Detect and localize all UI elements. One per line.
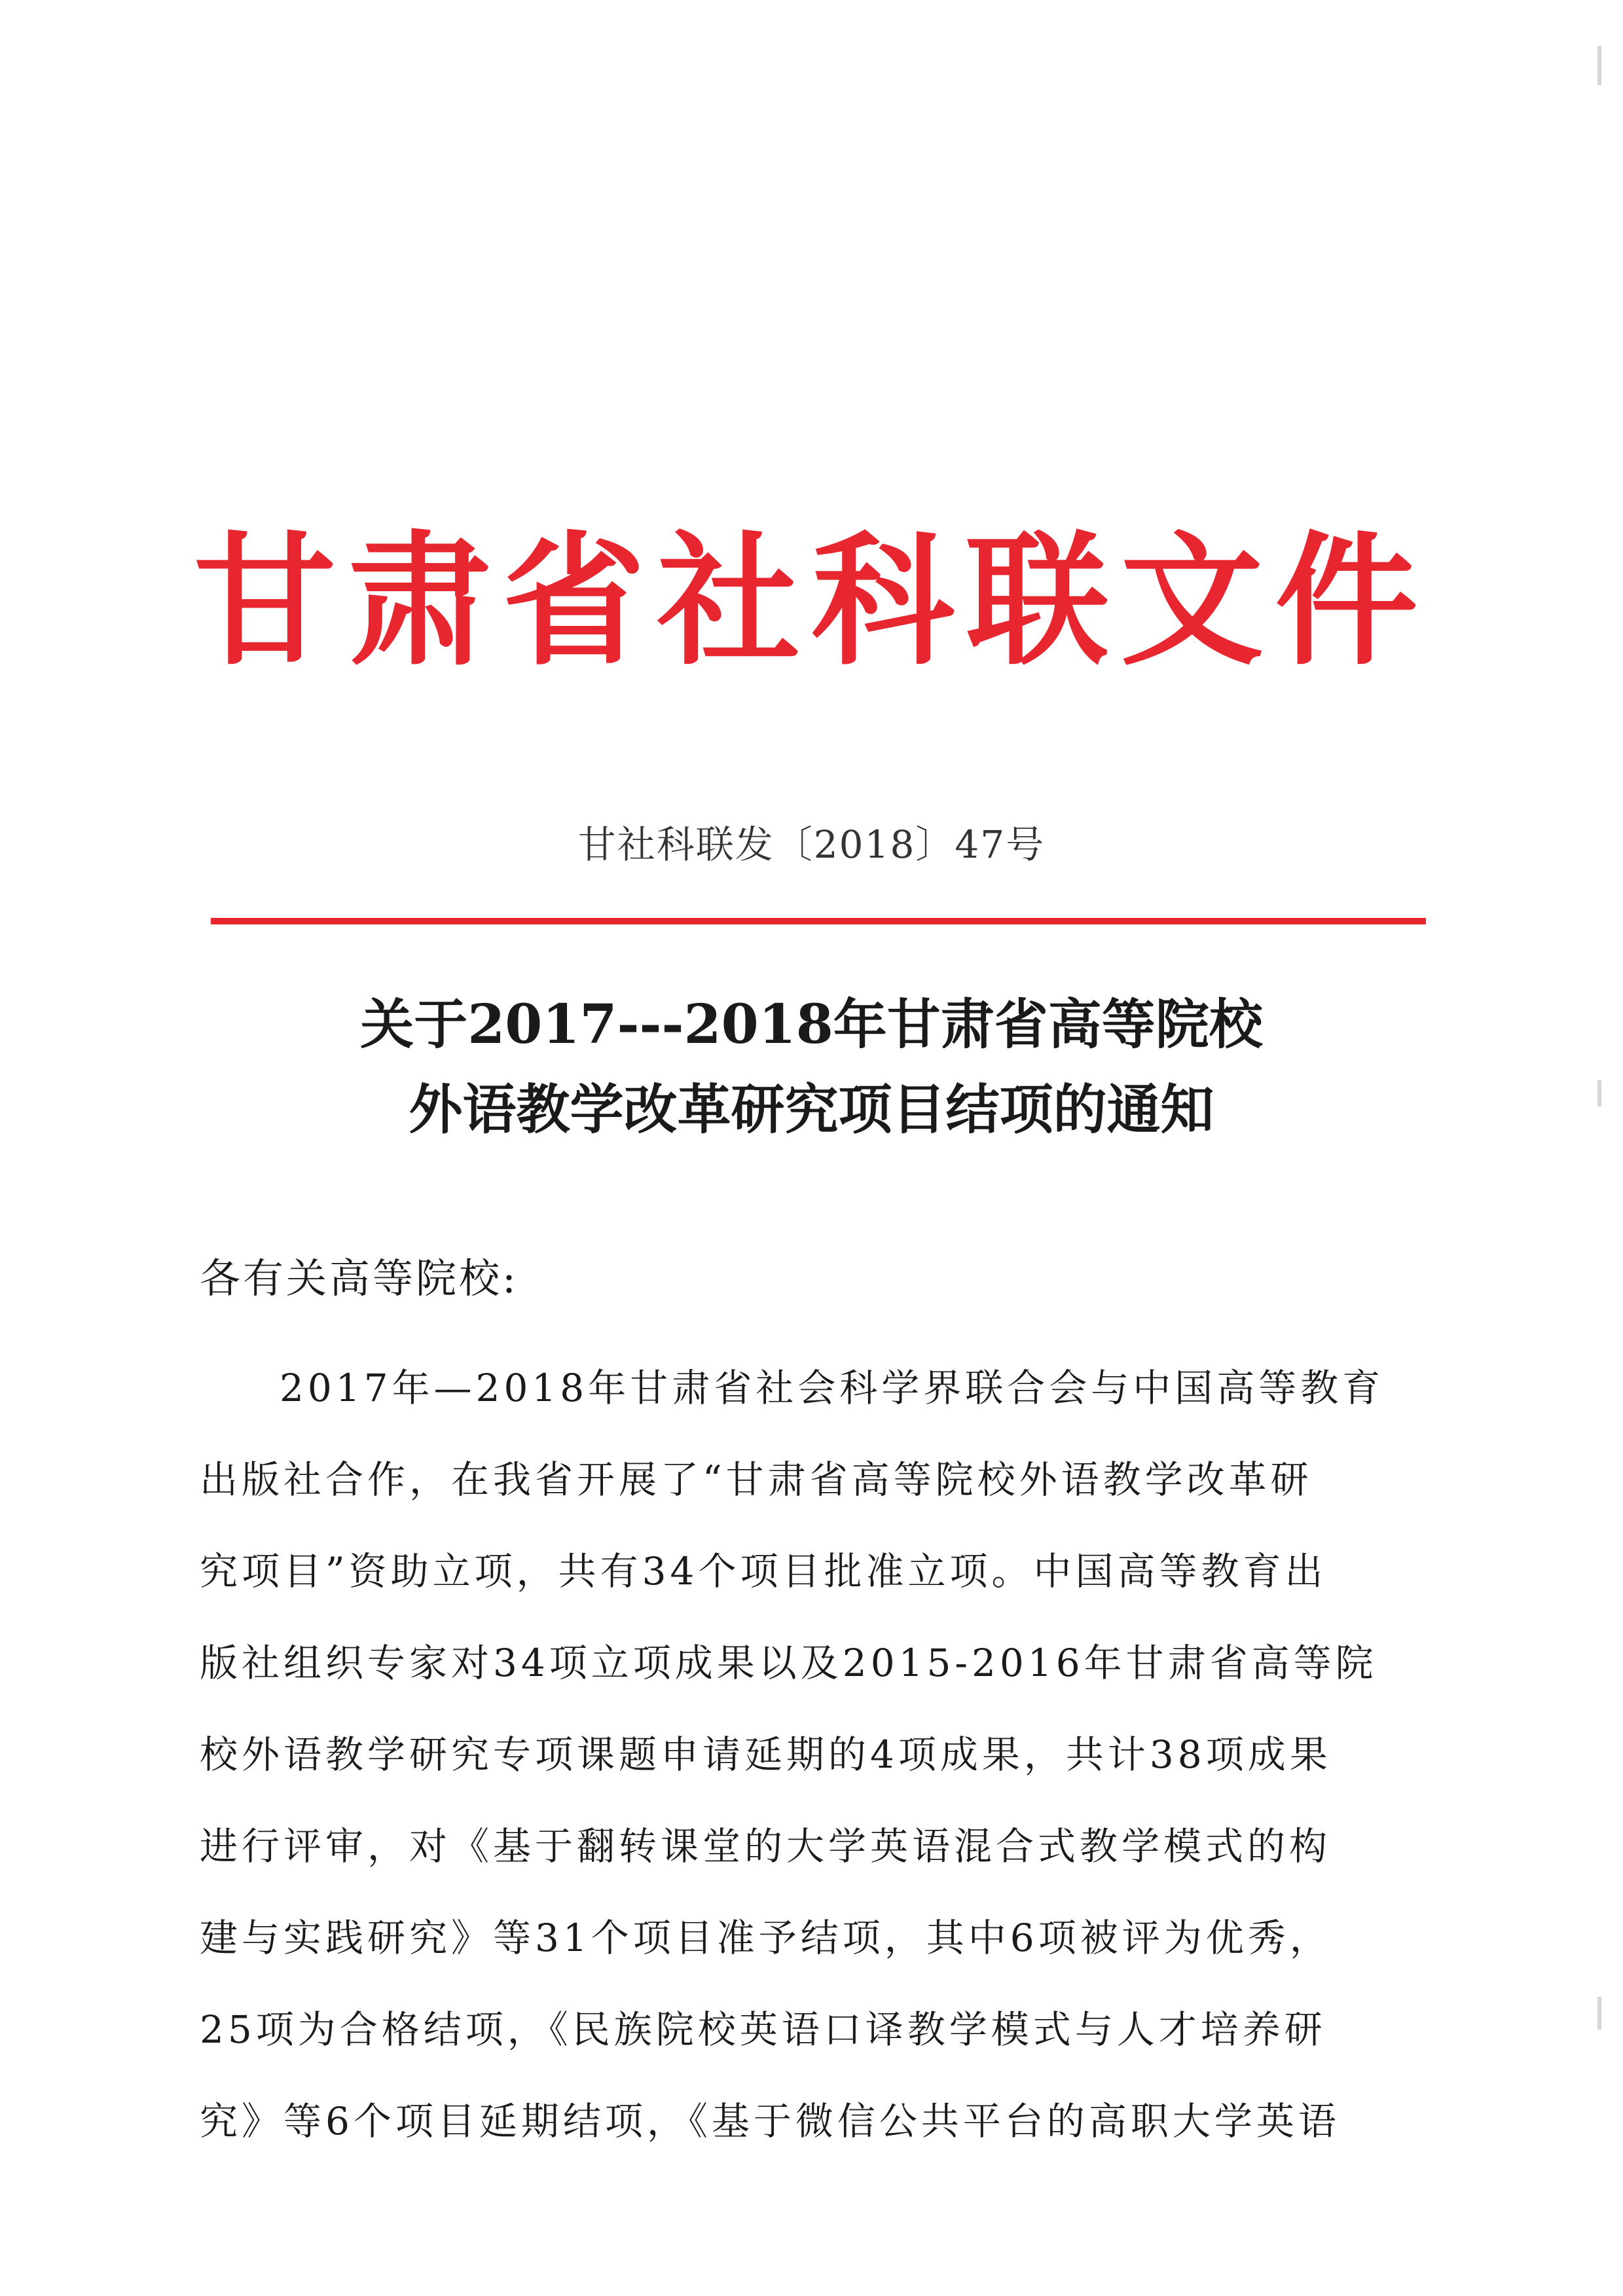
body-line: 版社组织专家对34项立项成果以及2015-2016年甘肃省高等院 <box>200 1641 1377 1685</box>
notice-title <box>0 982 1623 1152</box>
body-line: 进行评审，对《基于翻转课堂的大学英语混合式教学模式的构 <box>200 1824 1332 1868</box>
scan-edge-mark <box>1597 1997 1601 2030</box>
body-line: 究》等6个项目延期结项，《基于微信公共平台的高职大学英语 <box>200 2099 1340 2143</box>
body-line: 究项目”资助立项，共有34个项目批准立项。中国高等教育出 <box>200 1549 1327 1594</box>
scan-edge-mark <box>1597 46 1601 85</box>
salutation: 各有关高等院校: <box>200 1254 519 1302</box>
issuer-header-title: 甘肃省社科联文件 <box>193 519 1430 685</box>
body-text <box>200 1342 1417 2167</box>
notice-title-line-2: 外语教学改革研究项目结项的通知 <box>409 1078 1214 1141</box>
body-line: 25项为合格结项，《民族院校英语口译教学模式与人才培养研 <box>200 2007 1326 2052</box>
body-line: 校外语教学研究专项课题申请延期的4项成果，共计38项成果 <box>200 1732 1332 1777</box>
notice-title-line-1: 关于2017---2018年甘肃省高等院校 <box>360 993 1263 1056</box>
body-line: 2017年—2018年甘肃省社会科学界联合会与中国高等教育 <box>280 1366 1385 1410</box>
document-number: 甘社科联发〔2018〕47号 <box>577 822 1046 867</box>
body-line: 建与实践研究》等31个项目准予结项，其中6项被评为优秀， <box>200 1916 1332 1960</box>
scan-edge-mark <box>1597 1080 1601 1106</box>
body-line: 出版社合作，在我省开展了“甘肃省高等院校外语教学改革研 <box>200 1457 1313 1502</box>
red-separator-line <box>211 918 1426 924</box>
